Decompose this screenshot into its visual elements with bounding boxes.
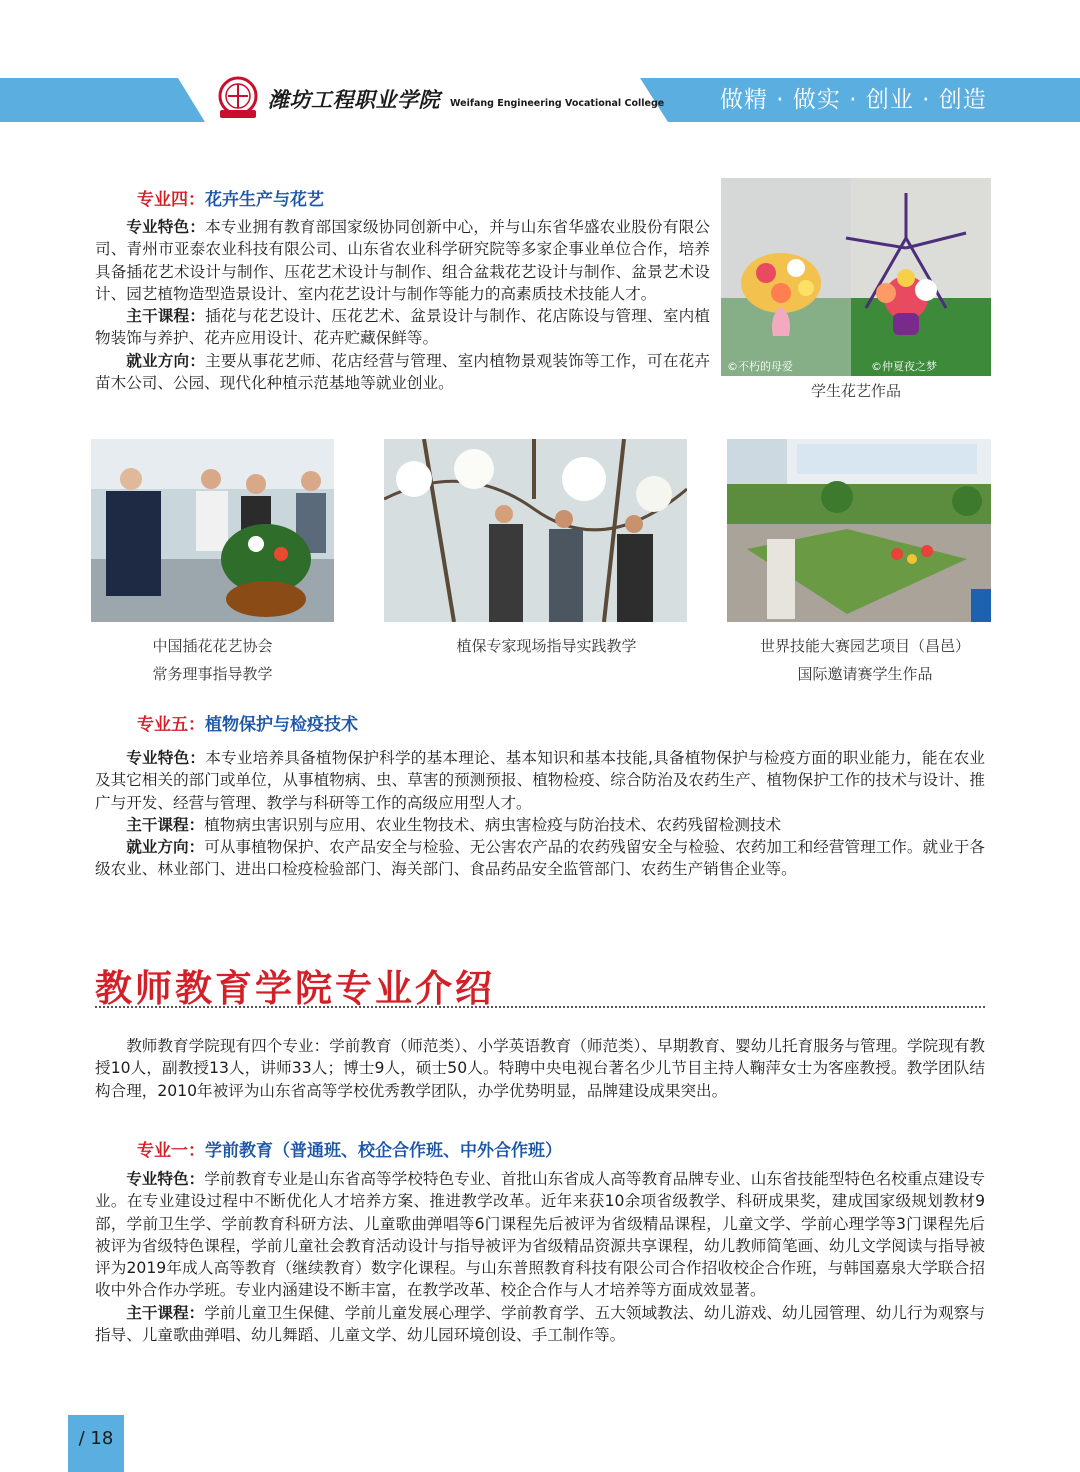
major4-heading (137, 185, 324, 210)
major1-prefix: 专业一： (137, 1141, 205, 1161)
photo1-caption (91, 632, 334, 688)
section-intro (95, 1035, 985, 1102)
photo1-caption-line1: 中国插花花艺协会 (152, 637, 273, 655)
flower-art-caption: 学生花艺作品 (810, 382, 901, 400)
major1-body (95, 1168, 985, 1346)
major4-course-text: 插花与花艺设计、压花艺术、盆景设计与制作、花店陈设与管理、室内植物装饰与养护、花卉应用设计、花卉贮藏保鲜等。 (95, 307, 710, 348)
section-intro-text: 教师教育学院现有四个专业：学前教育（师范类）、小学英语教育（师范类）、早期教育、婴幼儿托育服务与管理。学院现有教授10人，副教授13人，讲师33人；博士9人，硕士50人。特聘中央电视台著名少儿节目主持人鞠萍女士为客座教授。教学团队结构合理，2010年被评为山东省高等学校优秀教学团队，办学优势明显，品牌建设成果突出。 (95, 1037, 985, 1100)
college-name-en: Weifang Engineering Vocational College (450, 98, 665, 109)
major4-feature-text: 本专业拥有教育部国家级协同创新中心，并与山东省华盛农业股份有限公司、青州市亚泰农业科技有限公司、山东省农业科学研究院等多家企事业单位合作，培养具备插花艺术设计与制作、压花艺术设计与制作、组合盆栽花艺设计与制作、盆景艺术设计、园艺植物造型造景设计、室内花艺设计与制作等能力的高素质技术技能人才。 (95, 218, 710, 303)
major5-prefix: 专业五： (137, 715, 205, 735)
major4-prefix: 专业四： (137, 190, 205, 210)
major4-job-label: 就业方向： (126, 351, 206, 370)
major1-heading (137, 1136, 562, 1161)
page-number: / 18 (78, 1428, 114, 1449)
header-left-band (0, 78, 205, 122)
major1-course-label: 主干课程： (126, 1303, 205, 1322)
header-slogan: 做精 · 做实 · 创业 · 创造 (720, 87, 987, 113)
photo2-caption (384, 632, 709, 660)
flower-art-photo (721, 178, 991, 376)
photo-credit-left: ©不朽的母爱 (727, 360, 793, 373)
major5-course-label: 主干课程： (126, 815, 205, 834)
photo3-caption-line2: 国际邀请赛学生作品 (797, 665, 933, 683)
photo3-caption (727, 632, 1003, 688)
major4-course-label: 主干课程： (126, 307, 206, 326)
orchard-photo (384, 439, 687, 622)
teaching-photo (91, 439, 334, 622)
college-logo-icon (214, 74, 262, 122)
photo1-caption-line2: 常务理事指导教学 (152, 665, 273, 683)
section-title: 教师教育学院专业介绍 (95, 967, 495, 1010)
photo-credit-right: ©仲夏夜之梦 (871, 360, 937, 373)
major5-feature-text: 本专业培养具备植物保护科学的基本理论、基本知识和基本技能,具备植物保护与检疫方面的职业能力，能在农业及其它相关的部门或单位，从事植物病、虫、草害的预测预报、植物检疫、综合防治及农药生产、植物保护工作的技术与设计、推广与开发、经营与管理、教学与科研等工作的高级应用型人才。 (95, 749, 985, 812)
major4-job-text: 主要从事花艺师、花店经营与管理、室内植物景观装饰等工作，可在花卉苗木公司、公园、现代化种植示范基地等就业创业。 (95, 351, 710, 393)
major5-job-text: 可从事植物保护、农产品安全与检验、无公害农产品的农药残留安全与检验、农药加工和经营管理工作。就业于各级农业、林业部门、进出口检疫检验部门、海关部门、食品药品安全监管部门、农药生产销售企业等。 (95, 838, 985, 879)
major5-feature-label: 专业特色： (126, 749, 206, 767)
major4-body (95, 216, 710, 394)
major4-feature-label: 专业特色： (126, 218, 206, 236)
major5-job-label: 就业方向： (126, 838, 205, 857)
major5-name: 植物保护与检疫技术 (205, 715, 358, 735)
major1-feature-text: 学前教育专业是山东省高等学校特色专业、首批山东省成人高等教育品牌专业、山东省技能型特色名校重点建设专业。在专业建设过程中不断优化人才培养方案、推进教学改革。近年来获10余项省级教学、科研成果奖，建成国家级规划教材9部，学前卫生学、学前教育科研方法、儿童歌曲弹唱等6门课程先后被评为省级精品课程，儿童文学、学前心理学等3门课程先后被评为省级特色课程，学前儿童社会教育活动设计与指导被评为省级精品资源共享课程，幼儿教师简笔画、幼儿文学阅读与指导被评为2019年成人高等教育（继续教育）数字化课程。与山东普照教育科技有限公司合作招收校企合作班，与韩国嘉泉大学联合招收中外合作办学班。专业内涵建设不断丰富，在教学改革、校企合作与人才培养等方面成效显著。 (95, 1170, 985, 1300)
photo2-caption-line1: 植保专家现场指导实践教学 (456, 637, 637, 655)
section-divider (95, 1006, 985, 1008)
major1-course-text: 学前儿童卫生保健、学前儿童发展心理学、学前教育学、五大领域教法、幼儿游戏、幼儿园管理、幼儿行为观察与指导、儿童歌曲弹唱、幼儿舞蹈、儿童文学、幼儿园环境创设、手工制作等。 (95, 1303, 985, 1345)
major5-course-text: 植物病虫害识别与应用、农业生物技术、病虫害检疫与防治技术、农药残留检测技术 (204, 815, 782, 834)
major5-body (95, 747, 985, 881)
major1-feature-label: 专业特色： (126, 1170, 205, 1188)
college-name-cn: 潍坊工程职业学院 (268, 87, 440, 112)
major5-heading (137, 710, 358, 735)
garden-competition-photo (727, 439, 991, 622)
photo3-caption-line1: 世界技能大赛园艺项目（昌邑） (759, 637, 970, 655)
major1-name: 学前教育（普通班、校企合作班、中外合作班） (205, 1141, 562, 1161)
major4-name: 花卉生产与花艺 (205, 190, 324, 210)
